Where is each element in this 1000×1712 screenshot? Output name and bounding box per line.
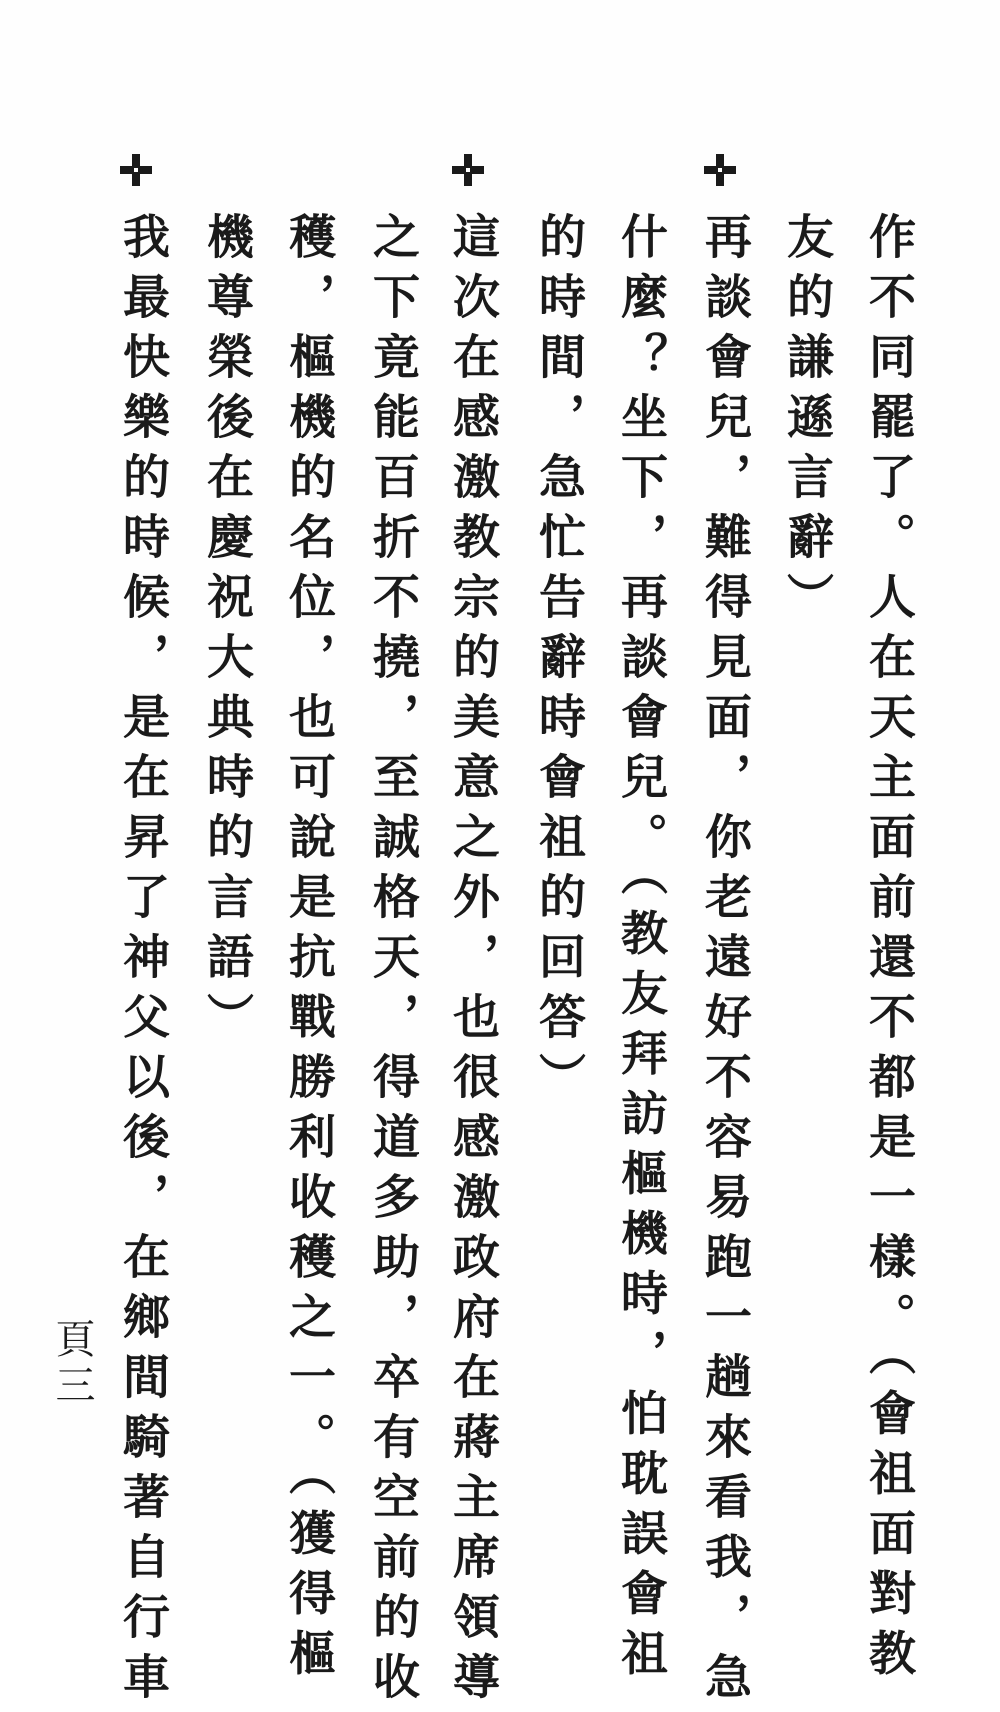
text-column: 我最快樂的時候，是在昇了神父以後，在鄉間騎著自行車	[115, 212, 170, 1712]
text-column: 穫，樞機的名位，也可說是抗戰勝利收穫之一。（獲得樞	[281, 212, 336, 1689]
page-number: 頁三	[49, 1318, 95, 1410]
text-column: 之下竟能百折不撓，至誠格天，得道多助，卒有空前的收	[365, 212, 420, 1712]
text-column: 友的謙遜言辭）	[779, 212, 834, 632]
text-column: 這次在感激教宗的美意之外，也很感激政府在蔣主席領導	[445, 212, 500, 1712]
text-column: 作不同罷了。人在天主面前還不都是一樣。（會祖面對教	[861, 212, 916, 1689]
text-column: 機尊榮後在慶祝大典時的言語）	[199, 212, 254, 1052]
text-column: 的時間，急忙告辭時會祖的回答）	[531, 212, 586, 1112]
text-column: 什麼？坐下，再談會兒。（教友拜訪樞機時，怕耽誤會祖	[613, 212, 668, 1689]
cross-icon	[448, 150, 488, 190]
text-column: 再談會兒，難得見面，你老遠好不容易跑一趟來看我，急	[697, 212, 752, 1712]
cross-icon	[116, 150, 156, 190]
cross-icon	[700, 150, 740, 190]
